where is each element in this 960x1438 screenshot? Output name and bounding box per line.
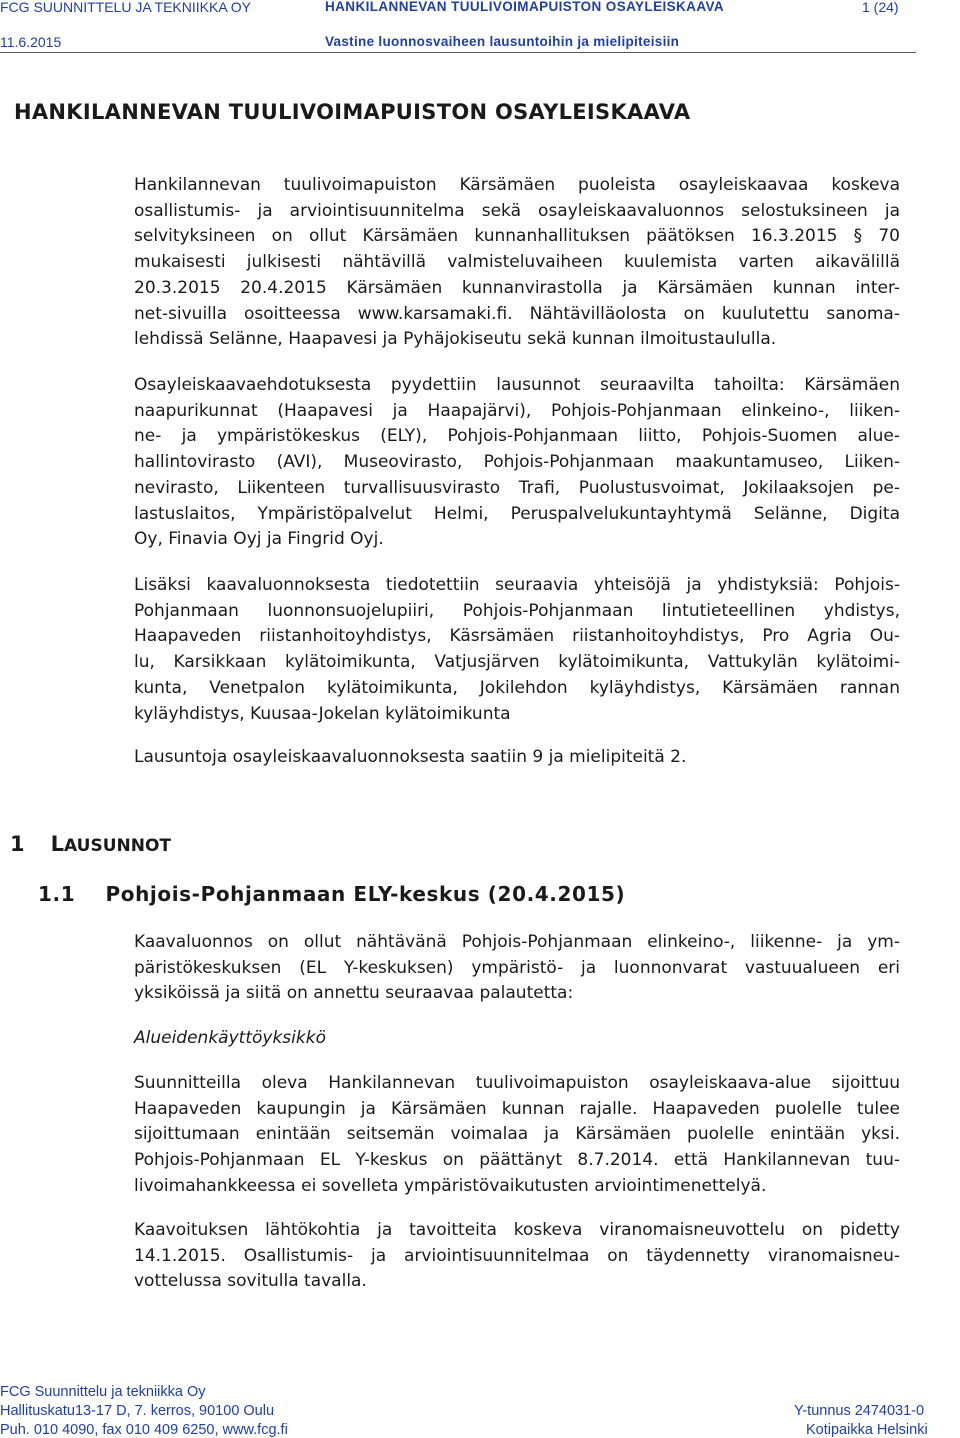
statements-line: ne- ja ympäristökeskus (ELY), Pohjois-Pohjanmaan liitto, Pohjois-Suomen alue- [134,426,900,447]
section-1-title-initial: L [50,832,65,856]
footer-address: Hallituskatu13-17 D, 7. kerros, 90100 Oulu [0,1403,275,1419]
associations-line: lu, Karsikkaan kylätoimikunta, Vatjusjärven kylätoimikunta, Vattukylän kylätoimi- [134,652,900,673]
section-1-heading [10,832,171,856]
statements-line: lastuslaitos, Ympäristöpalvelut Helmi, Peruspalvelukuntayhtymä Selänne, Digita [134,503,900,524]
statements-line: nevirasto, Liikenteen turvallisuusvirasto Trafi, Puolustusvoimat, Jokilaaksojen pe- [134,477,900,498]
statements-line: hallintovirasto (AVI), Museovirasto, Pohjois-Pohjanmaan maakuntamuseo, Liiken- [134,452,900,473]
ely-intro-line: päristökeskuksen (EL Y-keskuksen) ympäristö- ja luonnonvarat vastuualueen eri [134,957,900,978]
ely-body-line: Suunnitteilla oleva Hankilannevan tuulivoimapuiston osayleiskaava-alue sijoittuu [134,1073,900,1093]
header-company: FCG SUUNNITTELU JA TEKNIIKKA OY [0,0,252,15]
intro-line: osallistumis- ja arviointisuunnitelma sekä osayleiskaavaluonnos selostuksineen ja [134,200,900,221]
ely-intro-paragraph [134,930,900,1007]
statements-paragraph [134,373,900,553]
section-1-title-rest: AUSUNNOT [64,836,172,856]
header-date: 11.6.2015 [0,34,62,50]
ely-closing-paragraph [134,1218,900,1295]
header-page-number: 1 (24) [862,0,899,15]
ely-body-line: livoimahankkeessa ei sovelleta ympäristövaikutusten arviointimenettelyä. [134,1175,767,1196]
ely-closing-line: vottelussa sovitulla tavalla. [134,1271,367,1292]
associations-line: Lisäksi kaavaluonnoksesta tiedotettiin seuraavia yhteisöjä ja yhdistyksiä: Pohjois- [134,575,900,595]
header-doc-title: HANKILANNEVAN TUULIVOIMAPUISTON OSAYLEISKAAVA [325,0,725,14]
ely-intro-line: yksiköissä ja siitä on annettu seuraavaa palautetta: [134,983,574,1004]
header-subtitle: Vastine luonnosvaiheen lausuntoihin ja mielipiteisiin [325,34,680,49]
summary-line: Lausuntoja osayleiskaavaluonnoksesta saatiin 9 ja mielipiteitä 2. [134,747,687,767]
footer-business-id: Y-tunnus 2474031-0 [794,1403,925,1419]
statements-line: naapurikunnat (Haapavesi ja Haapajärvi), Pohjois-Pohjanmaan elinkeino-, liiken- [134,400,900,421]
section-1-1-heading: 1.1 Pohjois-Pohjanmaan ELY-keskus (20.4.2015) [38,882,626,906]
intro-line: 20.3.2015 20.4.2015 Kärsämäen kunnanvirastolla ja Kärsämäen kunnan inter- [134,277,900,298]
ely-body-line: sijoittumaan enintään seitsemän voimalaa ja Kärsämäen puolelle enintään yksi. [134,1124,900,1145]
intro-line: lehdissä Selänne, Haapavesi ja Pyhäjokiseutu sekä kunnan ilmoitustaululla. [134,329,777,350]
intro-paragraph [134,173,900,353]
ely-intro-line: Kaavaluonnos on ollut nähtävänä Pohjois-Pohjanmaan elinkeino-, liikenne- ja ym- [134,932,900,952]
ely-body-line: Pohjois-Pohjanmaan EL Y-keskus on päättänyt 8.7.2014. että Hankilannevan tuu- [134,1150,900,1171]
ely-closing-line: Kaavoituksen lähtökohtia ja tavoitteita koskeva viranomaisneuvottelu on pidetty [134,1220,900,1240]
subheading-alueidenkayttoyksikko: Alueidenkäyttöyksikkö [134,1028,326,1048]
ely-body-paragraph [134,1071,900,1200]
intro-line: net-sivuilla osoitteessa www.karsamaki.fi. Nähtävilläolosta on kuulutettu sanoma- [134,303,900,324]
header-rule [0,52,916,53]
associations-paragraph [134,573,900,727]
summary-paragraph [134,745,900,771]
ely-closing-line: 14.1.2015. Osallistumis- ja arviointisuunnitelmaa on täydennetty viranomaisneu- [134,1245,900,1266]
intro-line: selvityksineen on ollut Kärsämäen kunnanhallituksen päätöksen 16.3.2015 § 70 [134,226,900,247]
intro-line: Hankilannevan tuulivoimapuiston Kärsämäen puoleista osayleiskaavaa koskeva [134,175,900,195]
ely-body-line: Haapaveden kaupungin ja Kärsämäen kunnan rajalle. Haapaveden puolelle tulee [134,1098,900,1119]
footer-company: FCG Suunnittelu ja tekniikka Oy [0,1384,206,1400]
associations-line: Pohjanmaan luonnonsuojelupiiri, Pohjois-Pohjanmaan lintutieteellinen yhdistys, [134,600,900,621]
associations-line: kyläyhdistys, Kuusaa-Jokelan kylätoimikunta [134,703,511,724]
associations-line: Haapaveden riistanhoitoyhdistys, Käsrsämäen riistanhoitoyhdistys, Pro Agria Ou- [134,626,900,647]
page-title: HANKILANNEVAN TUULIVOIMAPUISTON OSAYLEISKAAVA [14,100,691,124]
associations-line: kunta, Venetpalon kylätoimikunta, Jokilehdon kyläyhdistys, Kärsämäen rannan [134,677,900,698]
statements-line: Osayleiskaavaehdotuksesta pyydettiin lausunnot seuraavilta tahoilta: Kärsämäen [134,375,900,395]
section-1-number: 1 [10,832,25,856]
footer-domicile: Kotipaikka Helsinki [806,1422,928,1438]
statements-line: Oy, Finavia Oyj ja Fingrid Oyj. [134,529,384,550]
footer-contact: Puh. 010 4090, fax 010 409 6250, www.fcg.fi [0,1422,288,1438]
intro-line: mukaisesti julkisesti nähtävillä valmisteluvaiheen kuulemista varten aikavälillä [134,252,900,273]
